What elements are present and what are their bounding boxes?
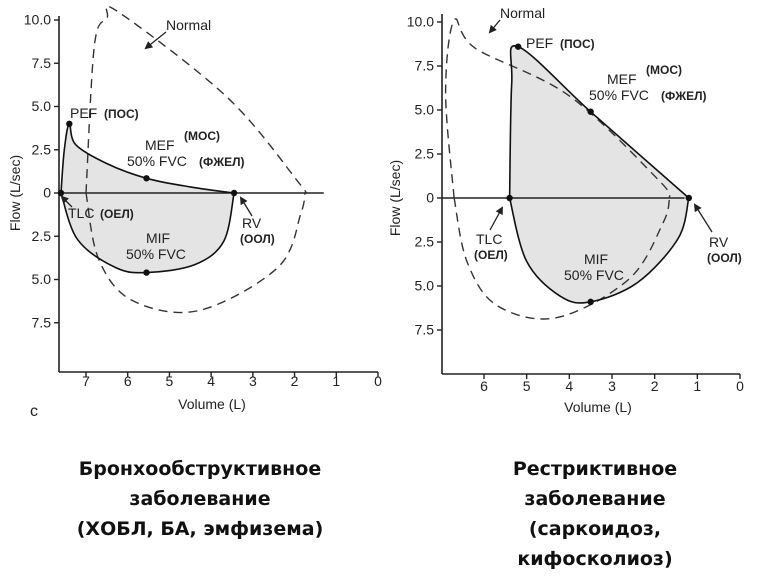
y-tick-label: 5.0 <box>31 271 51 287</box>
point-tlc <box>506 195 512 201</box>
rv-label-ru: (ООЛ) <box>707 251 742 265</box>
tlc-arrow <box>490 208 502 230</box>
caption-line: Бронхообструктивное <box>78 458 322 480</box>
caption-line: заболевание <box>129 488 271 510</box>
pef-label: PEF <box>70 105 98 121</box>
y-tick-label: 10.0 <box>23 11 51 28</box>
x-tick-label: 7 <box>82 373 90 389</box>
caption-line: (ХОБЛ, БА, эмфизема) <box>76 518 324 540</box>
caption-restrictive <box>430 454 760 574</box>
x-tick-label: 6 <box>123 373 132 389</box>
tlc-label-ru: (ОЕЛ) <box>474 248 508 262</box>
x-tick-label: 3 <box>608 378 616 394</box>
point-rv <box>686 195 692 201</box>
tlc-label-ru: (ОЕЛ) <box>100 207 134 221</box>
flow-volume-chart <box>7 6 382 420</box>
point-mef <box>143 175 149 181</box>
point-tlc <box>58 190 64 196</box>
x-tick-label: 1 <box>332 373 341 389</box>
x-tick-label: 4 <box>565 378 574 394</box>
caption-line: кифосколиоз) <box>517 548 673 570</box>
y-tick-label: 7.5 <box>414 321 434 338</box>
mef-fvc-label: 50% FVC <box>589 87 649 103</box>
mef-label-ru: (МОС) <box>646 63 682 77</box>
partial-panel-label: c <box>30 403 38 420</box>
point-rv <box>231 190 237 196</box>
mef-label-ru: (МОС) <box>184 129 220 143</box>
mif-label: MIF <box>584 251 609 267</box>
mif-fvc-label: 50% FVC <box>126 246 186 262</box>
caption-line: Рестриктивное <box>512 458 678 480</box>
y-axis-title: Flow (L/sec) <box>7 154 23 232</box>
normal-label-arrow <box>490 20 500 32</box>
point-pef <box>515 43 521 49</box>
x-tick-label: 6 <box>480 378 488 394</box>
x-tick-label: 2 <box>290 373 299 389</box>
y-tick-label: 5.0 <box>414 277 434 294</box>
normal-expiration-curve <box>86 6 306 193</box>
caption-line: заболевание <box>524 488 666 510</box>
mef-label: MEF <box>145 137 175 153</box>
pef-label-ru: (ПОС) <box>104 107 139 121</box>
fvc-label-ru: (ФЖЕЛ) <box>199 155 245 169</box>
x-tick-label: 3 <box>248 373 257 389</box>
mef-label: MEF <box>607 71 637 87</box>
x-tick-label: 2 <box>650 378 659 394</box>
x-tick-label: 5 <box>522 378 531 394</box>
pef-label-ru: (ПОС) <box>560 37 595 51</box>
y-axis-title: Flow (L/sec) <box>387 159 403 237</box>
pef-label: PEF <box>526 35 554 51</box>
x-tick-label: 0 <box>736 378 744 394</box>
mif-fvc-label: 50% FVC <box>564 267 624 283</box>
x-tick-label: 1 <box>693 378 702 394</box>
y-tick-label: 5.0 <box>31 98 51 114</box>
y-tick-label: 2.5 <box>414 233 434 250</box>
rv-label: RV <box>242 215 262 231</box>
y-tick-label: 2.5 <box>414 145 434 162</box>
fvc-label-ru: (ФЖЕЛ) <box>661 89 707 103</box>
y-tick-label: 7.5 <box>31 54 51 71</box>
y-tick-label: 10.0 <box>406 13 434 30</box>
normal-label: Normal <box>166 17 212 33</box>
point-mef <box>587 109 593 115</box>
caption-obstructive <box>20 454 380 544</box>
y-tick-label: 0 <box>426 189 434 206</box>
mef-fvc-label: 50% FVC <box>127 153 187 169</box>
point-pef <box>66 121 72 127</box>
x-axis-title: Volume (L) <box>564 399 632 415</box>
x-tick-label: 5 <box>165 373 174 389</box>
x-tick-label: 4 <box>207 373 216 389</box>
x-axis-title: Volume (L) <box>178 396 246 412</box>
point-mif <box>587 299 593 305</box>
y-tick-label: 2.5 <box>31 227 51 244</box>
x-tick-label: 0 <box>374 373 382 389</box>
flow-volume-chart <box>387 5 744 415</box>
mif-label: MIF <box>146 230 171 246</box>
point-mif <box>143 269 149 275</box>
caption-line: (саркоидоз, <box>528 518 662 540</box>
normal-label: Normal <box>500 5 546 21</box>
rv-label: RV <box>709 234 729 250</box>
y-tick-label: 7.5 <box>414 57 434 74</box>
rv-arrow <box>241 198 252 216</box>
y-tick-label: 2.5 <box>31 141 51 158</box>
rv-label-ru: (ООЛ) <box>240 232 275 246</box>
tlc-label: TLC <box>68 205 95 221</box>
tlc-label: TLC <box>476 231 503 247</box>
y-tick-label: 5.0 <box>414 101 434 118</box>
rv-arrow <box>695 205 712 232</box>
y-tick-label: 0 <box>43 184 51 201</box>
y-tick-label: 7.5 <box>31 314 51 331</box>
